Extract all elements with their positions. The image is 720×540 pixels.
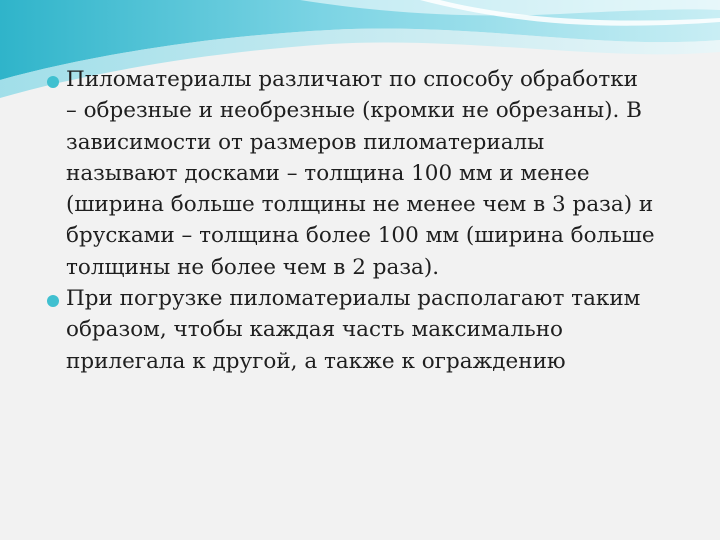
bullet-dot-icon (47, 295, 59, 307)
bullet-text: Пиломатериалы различают по способу обработки – обрезные и необрезные (кромки не обрезаны). В зависимости от размеров пиломатериалы называют досками – толщина 100 мм и менее (ширина больше толщины не менее чем в 3 раза) и брусками – толщина более 100 мм (ширина больше толщины не более чем в 2 раза). (66, 67, 655, 280)
bullet-text: При погрузке пиломатериалы располагают таким образом, чтобы каждая часть максимально прилегала к другой, а также к ограждению (66, 286, 641, 374)
bullet-item (44, 64, 684, 283)
bullet-item (44, 283, 684, 377)
slide-content (44, 64, 684, 377)
bullet-dot-icon (47, 76, 59, 88)
